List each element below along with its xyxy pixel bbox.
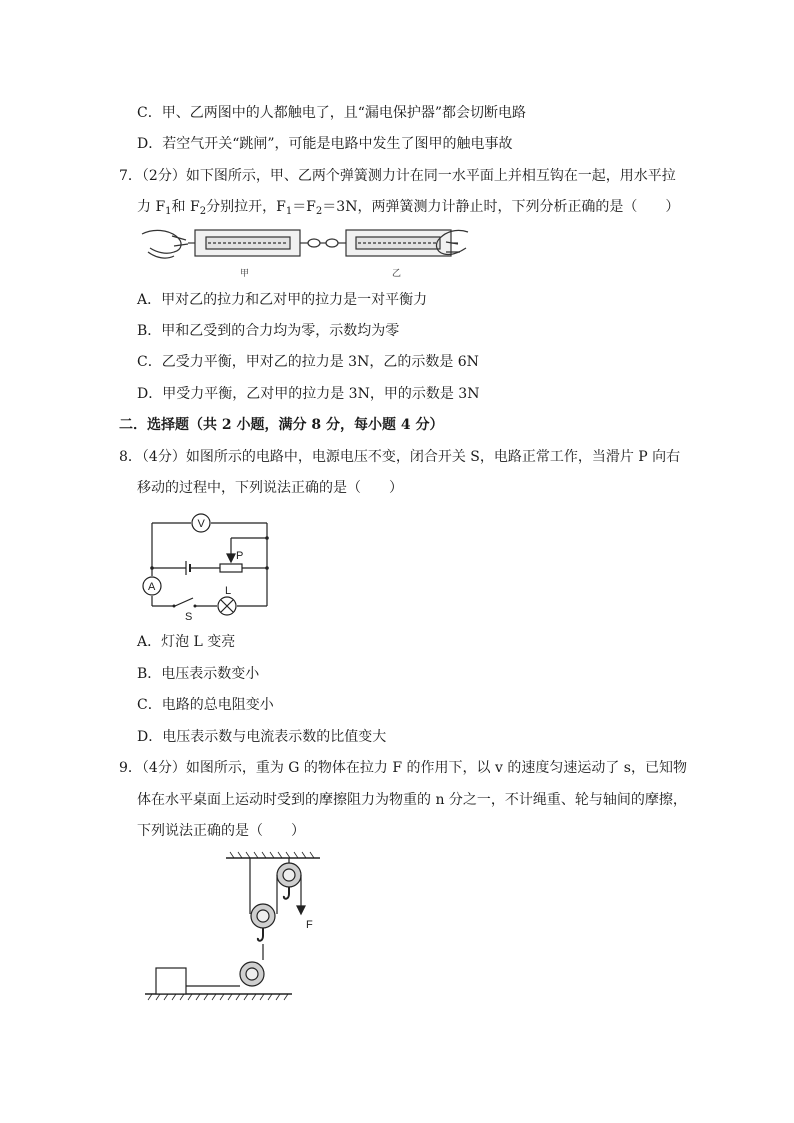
q8-option-a: A．灯泡 L 变亮 <box>137 634 236 650</box>
q7-stem-line1: 7．（2分）如下图所示，甲、乙两个弹簧测力计在同一水平面上并相互钩在一起，用水平拉 <box>119 168 676 184</box>
q7-option-d: D．甲受力平衡，乙对甲的拉力是 3N，甲的示数是 3N <box>137 386 480 402</box>
q9-stem-line3: 下列说法正确的是（ ） <box>137 823 305 839</box>
q8-lamp-label: L <box>225 585 232 597</box>
q7-spring-scale-figure <box>140 222 470 280</box>
q7-label-yi: 乙 <box>392 268 402 278</box>
q7-sub-3: 1 <box>285 206 293 217</box>
q8-ammeter-symbol: A <box>148 581 156 593</box>
q7-sub-1: 1 <box>165 206 172 217</box>
q8-stem-line1: 8．（4分）如图所示的电路中，电源电压不变，闭合开关 S，电路正常工作，当滑片 P 向右 <box>119 449 681 465</box>
q8-switch-label: S <box>185 611 193 623</box>
q7-stem-text-a: 力 F <box>137 199 166 215</box>
q8-option-b: B．电压表示数变小 <box>137 666 260 682</box>
q9-force-label: F <box>306 919 313 931</box>
q8-option-c: C．电路的总电阻变小 <box>137 697 274 713</box>
q9-stem-line2: 体在水平桌面上运动时受到的摩擦阻力为物重的 n 分之一，不计绳重、轮与轴间的摩擦， <box>137 792 687 808</box>
q7-stem-text-d: ＝F <box>292 199 316 215</box>
q7-sub-4: 2 <box>315 206 323 217</box>
q7-stem-text-c: 分别拉开，F <box>206 199 286 215</box>
q7-option-b: B．甲和乙受到的合力均为零，示数均为零 <box>137 323 400 339</box>
q7-label-jia: 甲 <box>240 268 250 278</box>
q6-option-d: D．若空气开关“跳闸”，可能是电路中发生了图甲的触电事故 <box>137 136 513 152</box>
q6-option-c: C．甲、乙两图中的人都触电了，且“漏电保护器”都会切断电路 <box>137 105 527 121</box>
q8-slider-label: P <box>236 550 244 562</box>
q8-voltmeter-symbol: V <box>197 518 205 530</box>
q9-pulley-figure <box>140 852 330 1007</box>
q8-stem-line2: 移动的过程中，下列说法正确的是（ ） <box>137 480 403 496</box>
q7-stem-line2 <box>137 197 679 217</box>
q8-option-d: D．电压表示数与电流表示数的比值变大 <box>137 729 387 745</box>
q8-circuit-diagram <box>140 510 275 622</box>
section-2-heading: 二．选择题（共 2 小题，满分 8 分，每小题 4 分） <box>119 417 444 433</box>
q9-stem-line1: 9．（4分）如图所示，重为 G 的物体在拉力 F 的作用下，以 v 的速度匀速运动了 s，已知物 <box>119 760 687 776</box>
q7-stem-text-e: ＝3N，两弹簧测力计静止时，下列分析正确的是（ ） <box>322 199 680 215</box>
q7-stem-text-b: 和 F <box>171 199 200 215</box>
q7-option-a: A．甲对乙的拉力和乙对甲的拉力是一对平衡力 <box>137 292 428 308</box>
q7-option-c: C．乙受力平衡，甲对乙的拉力是 3N，乙的示数是 6N <box>137 354 479 370</box>
q7-sub-2: 2 <box>199 206 207 217</box>
